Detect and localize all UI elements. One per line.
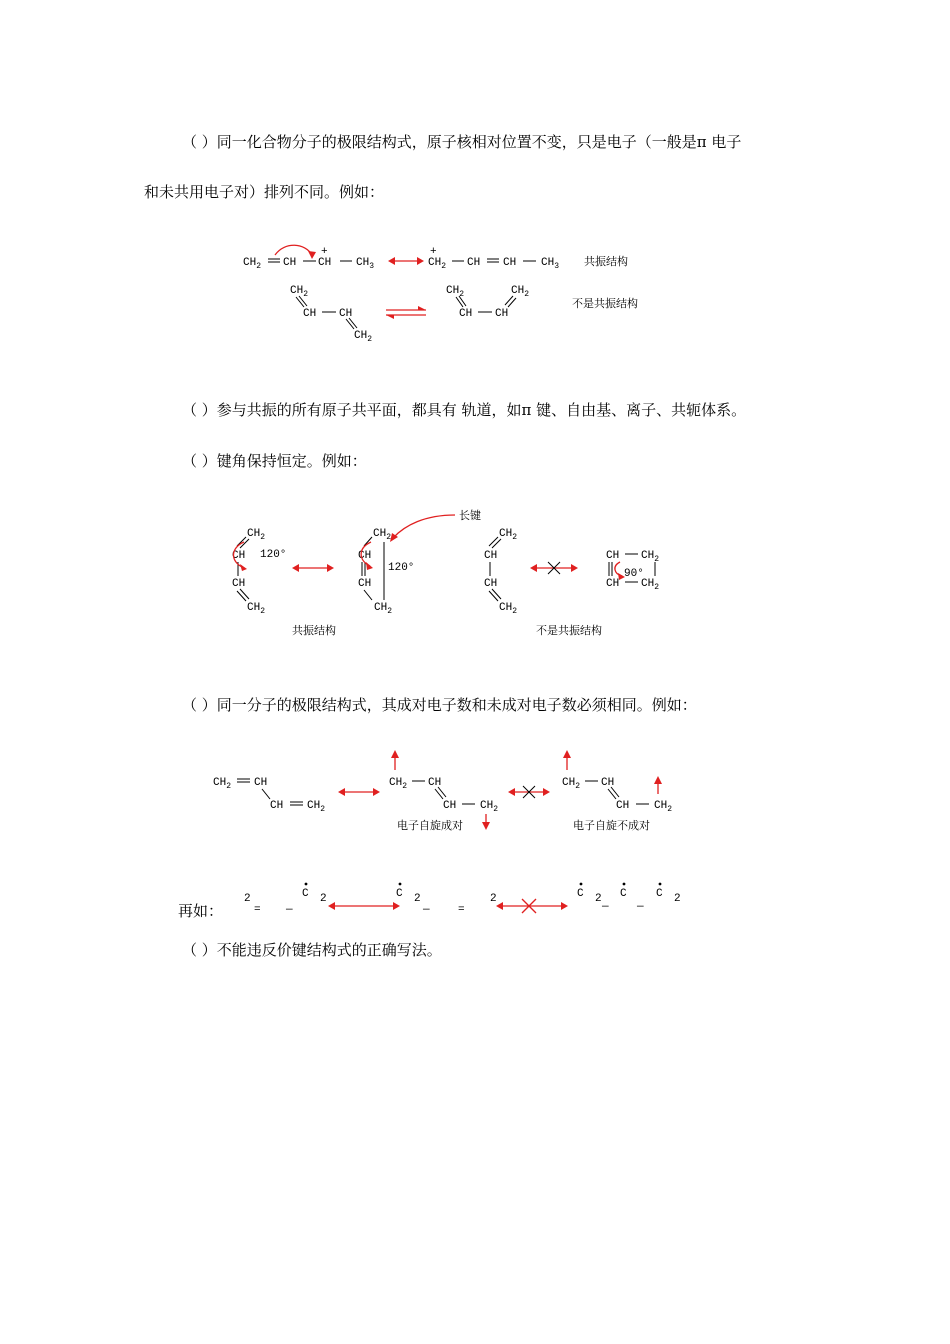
svg-text:2: 2 (674, 893, 681, 905)
diagram-carbene-example (0, 876, 950, 926)
svg-text:CH: CH (467, 257, 481, 269)
svg-text:CH: CH (495, 308, 509, 320)
svg-text:2: 2 (595, 893, 602, 905)
angle-90: 90° (624, 568, 644, 580)
svg-text:CH2: $CH_2$ (641, 578, 660, 592)
svg-text:2: 2 (320, 893, 327, 905)
svg-text:CH2: $CH_2$ (428, 257, 447, 271)
svg-text:CH2: $CH_2$ (374, 602, 393, 616)
label-resonance-1: 共振结构 (584, 255, 628, 268)
svg-text:—: — (637, 901, 644, 913)
svg-text:CH: CH (484, 578, 498, 590)
svg-text:CH: CH (303, 308, 317, 320)
svg-text:2: 2 (244, 893, 251, 905)
svg-text:CH: CH (358, 550, 372, 562)
svg-text:C: C (577, 888, 584, 900)
ch-cation-label: CH (318, 257, 332, 269)
svg-text:CH2: $CH_2$ (213, 777, 232, 791)
svg-text:CH: CH (358, 578, 372, 590)
svg-text:CH: CH (270, 800, 284, 812)
svg-text:C: C (302, 888, 309, 900)
svg-text:CH: CH (232, 578, 246, 590)
svg-text:CH3: $CH_3$ (541, 257, 560, 271)
plus-sign-2: + (430, 246, 437, 258)
diagram-electron-spin (0, 748, 950, 838)
diagram-bond-angle (0, 500, 950, 640)
label-not-resonance-1: 不是共振结构 (572, 297, 638, 310)
svg-text:CH2: $CH_2$ (307, 800, 326, 814)
paragraph-2: （ ）参与共振的所有原子共平面，都具有 轨道，如π 键、自由基、离子、共轭体系。 (182, 401, 747, 419)
svg-text:CH: CH (606, 578, 620, 590)
svg-text:C: C (620, 888, 627, 900)
ch-label: CH (283, 257, 297, 269)
svg-text:—: — (423, 904, 430, 916)
svg-text:CH2: $CH_2$ (480, 800, 499, 814)
label-resonance-2: 共振结构 (292, 624, 336, 637)
svg-text:CH: CH (606, 550, 620, 562)
label-not-resonance-2: 不是共振结构 (536, 624, 602, 637)
svg-text:CH2: $CH_2$ (354, 330, 373, 344)
svg-text:CH: CH (428, 777, 442, 789)
svg-text:=: = (458, 904, 465, 916)
paragraph-6: （ ）不能违反价键结构式的正确写法。 (182, 941, 442, 959)
svg-text:C: C (396, 888, 403, 900)
paragraph-3: （ ）键角保持恒定。例如： (182, 452, 367, 470)
svg-text:CH2: $CH_2$ (373, 528, 392, 542)
angle-120-a: 120° (260, 549, 287, 561)
ch3-label: $CH_3$ (356, 257, 375, 271)
svg-text:CH: CH (503, 257, 517, 269)
paragraph-1-line-1: （ ）同一化合物分子的极限结构式，原子核相对位置不变，只是电子（一般是π 电子 (182, 133, 742, 151)
svg-text:CH: CH (459, 308, 473, 320)
svg-text:—: — (602, 901, 609, 913)
svg-text:2: 2 (490, 893, 497, 905)
svg-text:2: 2 (414, 893, 421, 905)
svg-text:CH2: $CH_2$ (641, 550, 660, 564)
svg-text:CH2: $CH_2$ (389, 777, 408, 791)
svg-text:=: = (254, 904, 261, 916)
svg-text:CH2: $CH_2$ (247, 528, 266, 542)
svg-text:CH: CH (484, 550, 498, 562)
plus-sign: + (321, 246, 328, 258)
paragraph-5-prefix: 再如： (178, 902, 224, 920)
svg-text:CH2: $CH_2$ (499, 602, 518, 616)
label-long-bond: 长键 (459, 509, 481, 522)
svg-text:CH2: $CH_2$ (562, 777, 581, 791)
svg-text:CH2: $CH_2$ (499, 528, 518, 542)
svg-text:—: — (286, 904, 293, 916)
angle-120-b: 120° (388, 562, 415, 574)
paragraph-1-line-2: 和未共用电子对）排列不同。例如： (144, 183, 385, 201)
label-paired: 电子自旋成对 (397, 819, 463, 832)
svg-text:CH: CH (232, 550, 246, 562)
paragraph-4: （ ）同一分子的极限结构式，其成对电子数和未成对电子数必须相同。例如： (182, 696, 697, 714)
svg-text:CH2: $CH_2$ (290, 285, 309, 299)
svg-text:CH2: $CH_2$ (654, 800, 673, 814)
svg-text:CH2: $CH_2$ (247, 602, 266, 616)
diagram-allyl-resonance (0, 235, 950, 355)
label-unpaired: 电子自旋不成对 (573, 819, 650, 832)
ch2-label: $CH_2$ (243, 257, 262, 271)
svg-text:CH: CH (616, 800, 630, 812)
svg-text:CH: CH (254, 777, 268, 789)
svg-text:CH: CH (443, 800, 457, 812)
svg-text:CH2: $CH_2$ (511, 285, 530, 299)
svg-text:CH: CH (601, 777, 615, 789)
svg-text:CH2: $CH_2$ (446, 285, 465, 299)
svg-text:C: C (656, 888, 663, 900)
svg-text:CH: CH (339, 308, 353, 320)
